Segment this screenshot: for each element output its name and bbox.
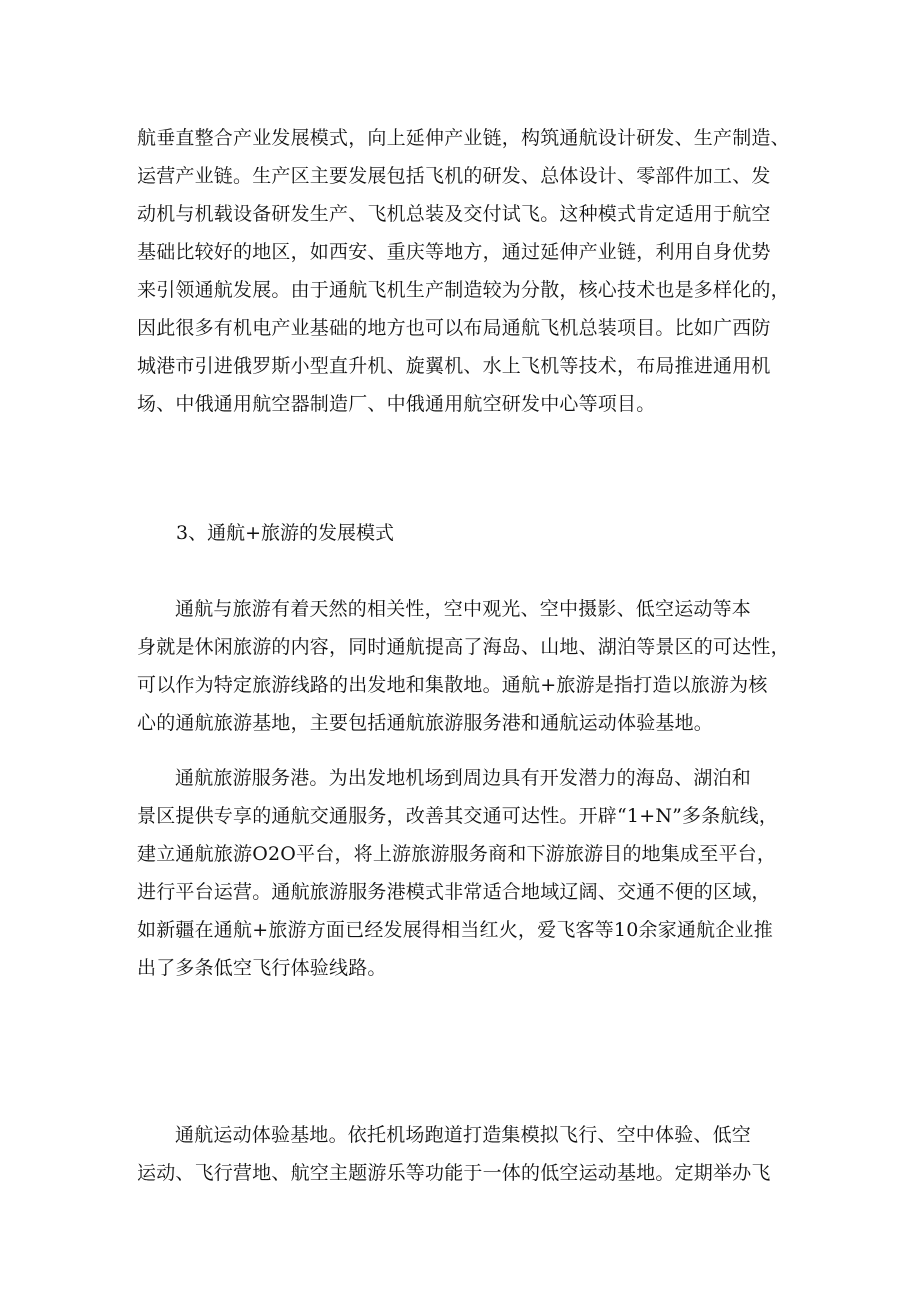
text-line: 心的通航旅游基地，主要包括通航旅游服务港和通航运动体验基地。	[137, 712, 714, 734]
text-line: 出了多条低空飞行体验线路。	[137, 957, 387, 979]
text-line: 建立通航旅游O2O平台，将上游旅游服务商和下游旅游目的地集成至平台，	[137, 843, 777, 865]
text-line: 通航与旅游有着天然的相关性，空中观光、空中摄影、低空运动等本	[175, 598, 752, 620]
paragraph-industry-chain	[137, 119, 797, 423]
paragraph-tourism-intro	[137, 590, 797, 742]
text-line: 运营产业链。生产区主要发展包括飞机的研发、总体设计、零部件加工、发	[137, 165, 771, 187]
text-line: 城港市引进俄罗斯小型直升机、旋翼机、水上飞机等技术，布局推进通用机	[137, 355, 771, 377]
text-line: 航垂直整合产业发展模式，向上延伸产业链，构筑通航设计研发、生产制造、	[137, 127, 790, 149]
text-line: 动机与机载设备研发生产、飞机总装及交付试飞。这种模式肯定适用于航空	[137, 203, 771, 225]
text-line: 基础比较好的地区，如西安、重庆等地方，通过延伸产业链，利用自身优势	[137, 241, 771, 263]
paragraph-sports-base	[137, 1116, 797, 1192]
text-line: 身就是休闲旅游的内容，同时通航提高了海岛、山地、湖泊等景区的可达性，	[137, 636, 790, 658]
text-line: 场、中俄通用航空器制造厂、中俄通用航空研发中心等项目。	[137, 393, 656, 415]
text-line: 来引领通航发展。由于通航飞机生产制造较为分散，核心技术也是多样化的，	[137, 279, 790, 301]
text-line: 可以作为特定旅游线路的出发地和集散地。通航+旅游是指打造以旅游为核	[137, 674, 768, 696]
text-line: 景区提供专享的通航交通服务，改善其交通可达性。开辟“1+N”多条航线，	[137, 805, 779, 827]
section-heading: 3、通航+旅游的发展模式	[176, 522, 395, 544]
text-line: 运动、飞行营地、航空主题游乐等功能于一体的低空运动基地。定期举办飞	[137, 1162, 771, 1184]
text-line: 通航运动体验基地。依托机场跑道打造集模拟飞行、空中体验、低空	[175, 1124, 752, 1146]
text-line: 因此很多有机电产业基础的地方也可以布局通航飞机总装项目。比如广西防	[137, 317, 771, 339]
text-line: 如新疆在通航+旅游方面已经发展得相当红火，爱飞客等10余家通航企业推	[137, 919, 773, 941]
paragraph-service-port	[137, 759, 797, 987]
text-line: 通航旅游服务港。为出发地机场到周边具有开发潜力的海岛、湖泊和	[175, 767, 752, 789]
text-line: 进行平台运营。通航旅游服务港模式非常适合地域辽阔、交通不便的区域，	[137, 881, 771, 903]
